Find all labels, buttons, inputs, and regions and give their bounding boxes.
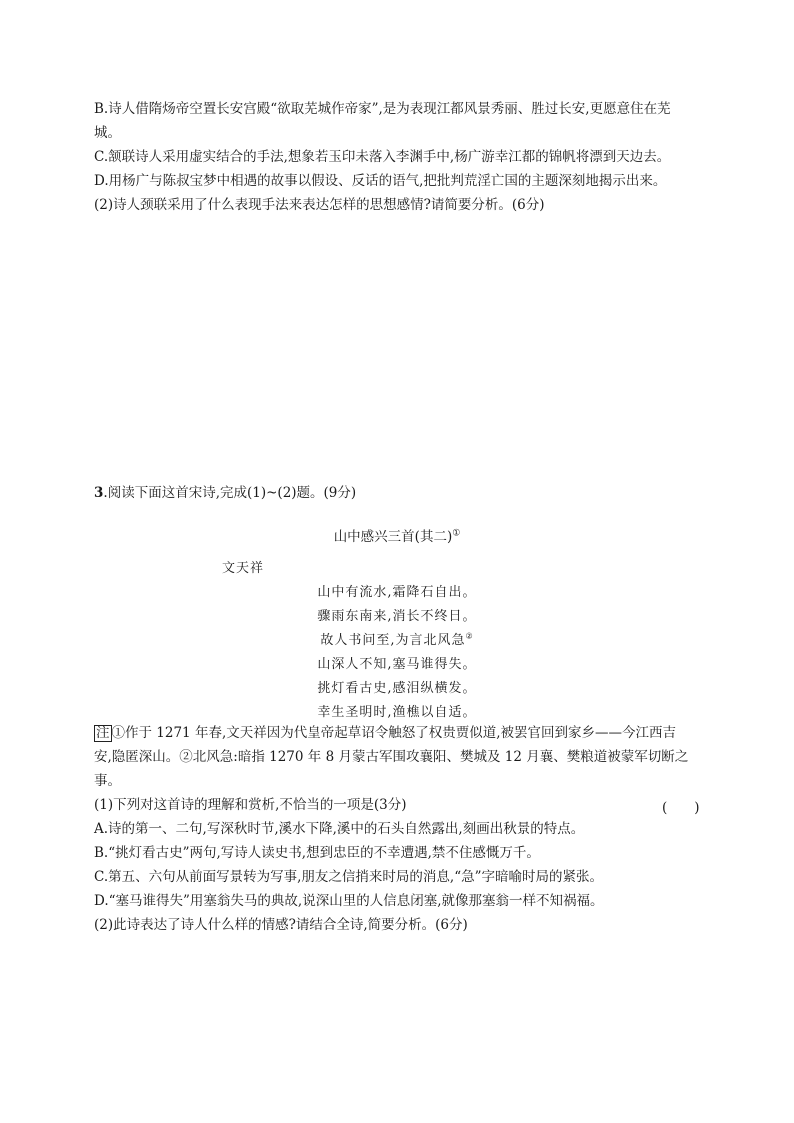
poem-line-5: 挑灯看古史,感泪纵横发。: [317, 681, 477, 696]
answer-parentheses: ( ): [662, 800, 700, 816]
poem-line-3: [0, 629, 794, 648]
q3-stem-text: .阅读下面这首宋诗,完成(1)~(2)题。(9分): [103, 485, 357, 501]
q3-number: 3: [94, 485, 104, 501]
poem-line-1: 山中有流水,霜降石自出。: [317, 585, 477, 600]
q2-option-b-line2: 城。: [94, 125, 121, 141]
poem-author: 文天祥: [222, 561, 265, 576]
poem-line-3-text: 故人书问至,为言北风急: [320, 633, 466, 648]
q3-subquestion-1: (1)下列对这首诗的理解和赏析,不恰当的一项是(3分): [94, 797, 407, 813]
q2-subquestion-2: (2)诗人颈联采用了什么表现手法来表达怎样的思想感情?请简要分析。(6分): [94, 197, 545, 213]
q3-stem: [94, 484, 694, 502]
q3-option-b: B.“挑灯看古史”两句,写诗人读史书,想到忠臣的不幸遭遇,禁不住感慨万千。: [94, 845, 540, 861]
note-label: 注: [96, 725, 110, 741]
note-line-1-text: ①作于 1271 年春,文天祥因为代皇帝起草诏令触怒了权贵贾似道,被罢官回到家乡——今江西吉: [111, 725, 677, 741]
poem-line-4: 山深人不知,塞马谁得失。: [317, 657, 477, 672]
poem-line-6: 幸生圣明时,渔樵以自适。: [317, 705, 477, 720]
note-line-1: [94, 724, 694, 742]
poem-line-3-note: ②: [465, 631, 474, 641]
note-line-2: 安,隐匿深山。②北风急:暗指 1270 年 8 月蒙古军围攻襄阳、樊城及 12 月襄、樊粮道被蒙军切断之: [94, 749, 689, 765]
poem-line-2: 骤雨东南来,消长不终日。: [317, 609, 477, 624]
q3-subquestion-2: (2)此诗表达了诗人什么样的情感?请结合全诗,简要分析。(6分): [94, 917, 468, 933]
q2-option-c: C.颔联诗人采用虚实结合的手法,想象若玉印未落入李渊手中,杨广游幸江都的锦帆将漂到天边去。: [94, 149, 671, 165]
poem-title: [0, 525, 794, 545]
poem-title-text: 山中感兴三首(其二): [333, 529, 453, 545]
q3-option-a: A.诗的第一、二句,写深秋时节,溪水下降,溪中的石头自然露出,刻画出秋景的特点。: [94, 821, 585, 837]
q2-option-d: D.用杨广与陈叔宝梦中相遇的故事以假设、反话的语气,把批判荒淫亡国的主题深刻地揭示出来。: [94, 173, 667, 189]
q2-option-b-line1: B.诗人借隋炀帝空置长安宫殿“欲取芜城作帝家”,是为表现江都风景秀丽、胜过长安,更愿意住在芜: [94, 101, 671, 117]
poem-title-note: ①: [452, 528, 461, 539]
q3-option-d: D.“塞马谁得失”用塞翁失马的典故,说深山里的人信息闭塞,就像那塞翁一样不知祸福。: [94, 893, 604, 909]
q3-option-c: C.第五、六句从前面写景转为写事,朋友之信捎来时局的消息,“急”字暗喻时局的紧张。: [94, 869, 604, 885]
note-line-3: 事。: [94, 773, 121, 789]
